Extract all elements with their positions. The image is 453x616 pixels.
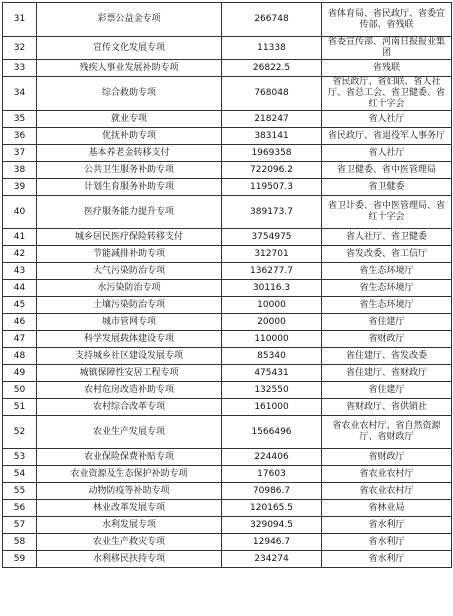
- table-row: [3, 382, 452, 399]
- amount-cell: 3754975: [222, 229, 322, 246]
- project-name-cell: 综合救助专项: [37, 77, 222, 111]
- row-number-cell: 36: [3, 128, 37, 145]
- project-name-cell: 农业资源及生态保护补助专项: [37, 466, 222, 483]
- row-number-cell: 46: [3, 314, 37, 331]
- project-name-cell: 城市管网专项: [37, 314, 222, 331]
- project-name-cell: 科学发展载体建设专项: [37, 331, 222, 348]
- department-cell: 省人社厅、省卫健委: [322, 229, 452, 246]
- table-row: [3, 162, 452, 179]
- project-name-cell: 宣传文化发展专项: [37, 37, 222, 60]
- department-cell: 省生态环境厅: [322, 263, 452, 280]
- row-number-cell: 59: [3, 551, 37, 568]
- project-name-cell: 农业生产救灾专项: [37, 534, 222, 551]
- amount-cell: 70986.7: [222, 483, 322, 500]
- table-row: [3, 348, 452, 365]
- department-cell: 省人社厅: [322, 111, 452, 128]
- project-name-cell: 公共卫生服务补助专项: [37, 162, 222, 179]
- amount-cell: 234274: [222, 551, 322, 568]
- amount-cell: 224406: [222, 449, 322, 466]
- table-row: [3, 551, 452, 568]
- project-name-cell: 大气污染防治专项: [37, 263, 222, 280]
- project-name-cell: 就业专项: [37, 111, 222, 128]
- table-row: [3, 280, 452, 297]
- row-number-cell: 38: [3, 162, 37, 179]
- table-body: [3, 3, 452, 568]
- table-row: [3, 297, 452, 314]
- department-cell: 省卫计委、省中医管理局、省红十字会: [322, 196, 452, 229]
- amount-cell: 26822.5: [222, 60, 322, 77]
- row-number-cell: 35: [3, 111, 37, 128]
- project-name-cell: 水利发展专项: [37, 517, 222, 534]
- department-cell: 省人社厅: [322, 145, 452, 162]
- table-row: [3, 77, 452, 111]
- table-row: [3, 365, 452, 382]
- row-number-cell: 57: [3, 517, 37, 534]
- department-cell: 省水利厅: [322, 517, 452, 534]
- project-name-cell: 基本养老金转移支付: [37, 145, 222, 162]
- table-row: [3, 483, 452, 500]
- project-name-cell: 林业改革发展专项: [37, 500, 222, 517]
- department-cell: 省生态环境厅: [322, 297, 452, 314]
- table-row: [3, 416, 452, 449]
- row-number-cell: 49: [3, 365, 37, 382]
- amount-cell: 312701: [222, 246, 322, 263]
- department-cell: 省水利厅: [322, 551, 452, 568]
- row-number-cell: 54: [3, 466, 37, 483]
- amount-cell: 10000: [222, 297, 322, 314]
- project-name-cell: 农村危房改造补助专项: [37, 382, 222, 399]
- row-number-cell: 33: [3, 60, 37, 77]
- amount-cell: 30116.3: [222, 280, 322, 297]
- row-number-cell: 55: [3, 483, 37, 500]
- department-cell: 省财政厅、省供销社: [322, 399, 452, 416]
- row-number-cell: 42: [3, 246, 37, 263]
- row-number-cell: 34: [3, 77, 37, 111]
- table-row: [3, 3, 452, 37]
- table-row: [3, 263, 452, 280]
- amount-cell: 722096.2: [222, 162, 322, 179]
- department-cell: 省残联: [322, 60, 452, 77]
- amount-cell: 17603: [222, 466, 322, 483]
- amount-cell: 120165.5: [222, 500, 322, 517]
- table-row: [3, 534, 452, 551]
- amount-cell: 119507.3: [222, 179, 322, 196]
- department-cell: 省生态环境厅: [322, 280, 452, 297]
- table-row: [3, 37, 452, 60]
- row-number-cell: 43: [3, 263, 37, 280]
- amount-cell: 136277.7: [222, 263, 322, 280]
- department-cell: 省民政厅、省退役军人事务厅: [322, 128, 452, 145]
- table-row: [3, 466, 452, 483]
- row-number-cell: 41: [3, 229, 37, 246]
- amount-cell: 389173.7: [222, 196, 322, 229]
- amount-cell: 12946.7: [222, 534, 322, 551]
- table-row: [3, 246, 452, 263]
- table-row: [3, 399, 452, 416]
- project-name-cell: 动物防疫等补助专项: [37, 483, 222, 500]
- department-cell: 省住建厅、省发改委: [322, 348, 452, 365]
- department-cell: 省卫健委、省中医管理局: [322, 162, 452, 179]
- table-row: [3, 111, 452, 128]
- row-number-cell: 45: [3, 297, 37, 314]
- row-number-cell: 50: [3, 382, 37, 399]
- amount-cell: 218247: [222, 111, 322, 128]
- project-name-cell: 土壤污染防治专项: [37, 297, 222, 314]
- department-cell: 省农业农村厅、省自然资源厅、省财政厅: [322, 416, 452, 449]
- table-row: [3, 331, 452, 348]
- project-name-cell: 农村综合改革专项: [37, 399, 222, 416]
- amount-cell: 768048: [222, 77, 322, 111]
- table-row: [3, 128, 452, 145]
- department-cell: 省民政厅、省妇联、省人社厅、省总工会、省卫健委、省红十字会: [322, 77, 452, 111]
- department-cell: 省水利厅: [322, 534, 452, 551]
- project-name-cell: 残疾人事业发展补助专项: [37, 60, 222, 77]
- project-name-cell: 水污染防治专项: [37, 280, 222, 297]
- row-number-cell: 52: [3, 416, 37, 449]
- table-row: [3, 60, 452, 77]
- row-number-cell: 32: [3, 37, 37, 60]
- project-name-cell: 农业生产发展专项: [37, 416, 222, 449]
- row-number-cell: 40: [3, 196, 37, 229]
- department-cell: 省农业农村厅: [322, 483, 452, 500]
- table-row: [3, 196, 452, 229]
- project-name-cell: 支持城乡社区建设发展专项: [37, 348, 222, 365]
- amount-cell: 1969358: [222, 145, 322, 162]
- amount-cell: 85340: [222, 348, 322, 365]
- table-row: [3, 517, 452, 534]
- project-name-cell: 彩票公益金专项: [37, 3, 222, 37]
- amount-cell: 383141: [222, 128, 322, 145]
- row-number-cell: 31: [3, 3, 37, 37]
- department-cell: 省林业局: [322, 500, 452, 517]
- row-number-cell: 56: [3, 500, 37, 517]
- row-number-cell: 44: [3, 280, 37, 297]
- table-row: [3, 179, 452, 196]
- row-number-cell: 51: [3, 399, 37, 416]
- amount-cell: 20000: [222, 314, 322, 331]
- project-name-cell: 水利移民扶持专项: [37, 551, 222, 568]
- table-row: [3, 500, 452, 517]
- project-name-cell: 优抚补助专项: [37, 128, 222, 145]
- project-name-cell: 城乡居民医疗保险转移支付: [37, 229, 222, 246]
- department-cell: 省委宣传部、河南日报报业集团: [322, 37, 452, 60]
- department-cell: 省财政厅: [322, 331, 452, 348]
- amount-cell: 329094.5: [222, 517, 322, 534]
- table-row: [3, 145, 452, 162]
- department-cell: 省住建厅、省财政厅: [322, 365, 452, 382]
- department-cell: 省体育局、省民政厅、省委宣传部、省残联: [322, 3, 452, 37]
- project-name-cell: 农业保险保费补贴专项: [37, 449, 222, 466]
- amount-cell: 475431: [222, 365, 322, 382]
- department-cell: 省发改委、省工信厅: [322, 246, 452, 263]
- department-cell: 省农业农村厅: [322, 466, 452, 483]
- table-row: [3, 449, 452, 466]
- amount-cell: 1566496: [222, 416, 322, 449]
- amount-cell: 266748: [222, 3, 322, 37]
- special-fund-table: [2, 2, 452, 568]
- project-name-cell: 城镇保障性安居工程专项: [37, 365, 222, 382]
- amount-cell: 132550: [222, 382, 322, 399]
- project-name-cell: 医疗服务能力提升专项: [37, 196, 222, 229]
- amount-cell: 11338: [222, 37, 322, 60]
- row-number-cell: 39: [3, 179, 37, 196]
- table-row: [3, 229, 452, 246]
- department-cell: 省卫健委: [322, 179, 452, 196]
- project-name-cell: 计划生育服务补助专项: [37, 179, 222, 196]
- row-number-cell: 53: [3, 449, 37, 466]
- department-cell: 省住建厅: [322, 382, 452, 399]
- row-number-cell: 58: [3, 534, 37, 551]
- table-row: [3, 314, 452, 331]
- amount-cell: 110000: [222, 331, 322, 348]
- project-name-cell: 节能减排补助专项: [37, 246, 222, 263]
- department-cell: 省财政厅: [322, 449, 452, 466]
- row-number-cell: 48: [3, 348, 37, 365]
- row-number-cell: 47: [3, 331, 37, 348]
- row-number-cell: 37: [3, 145, 37, 162]
- department-cell: 省住建厅: [322, 314, 452, 331]
- amount-cell: 161000: [222, 399, 322, 416]
